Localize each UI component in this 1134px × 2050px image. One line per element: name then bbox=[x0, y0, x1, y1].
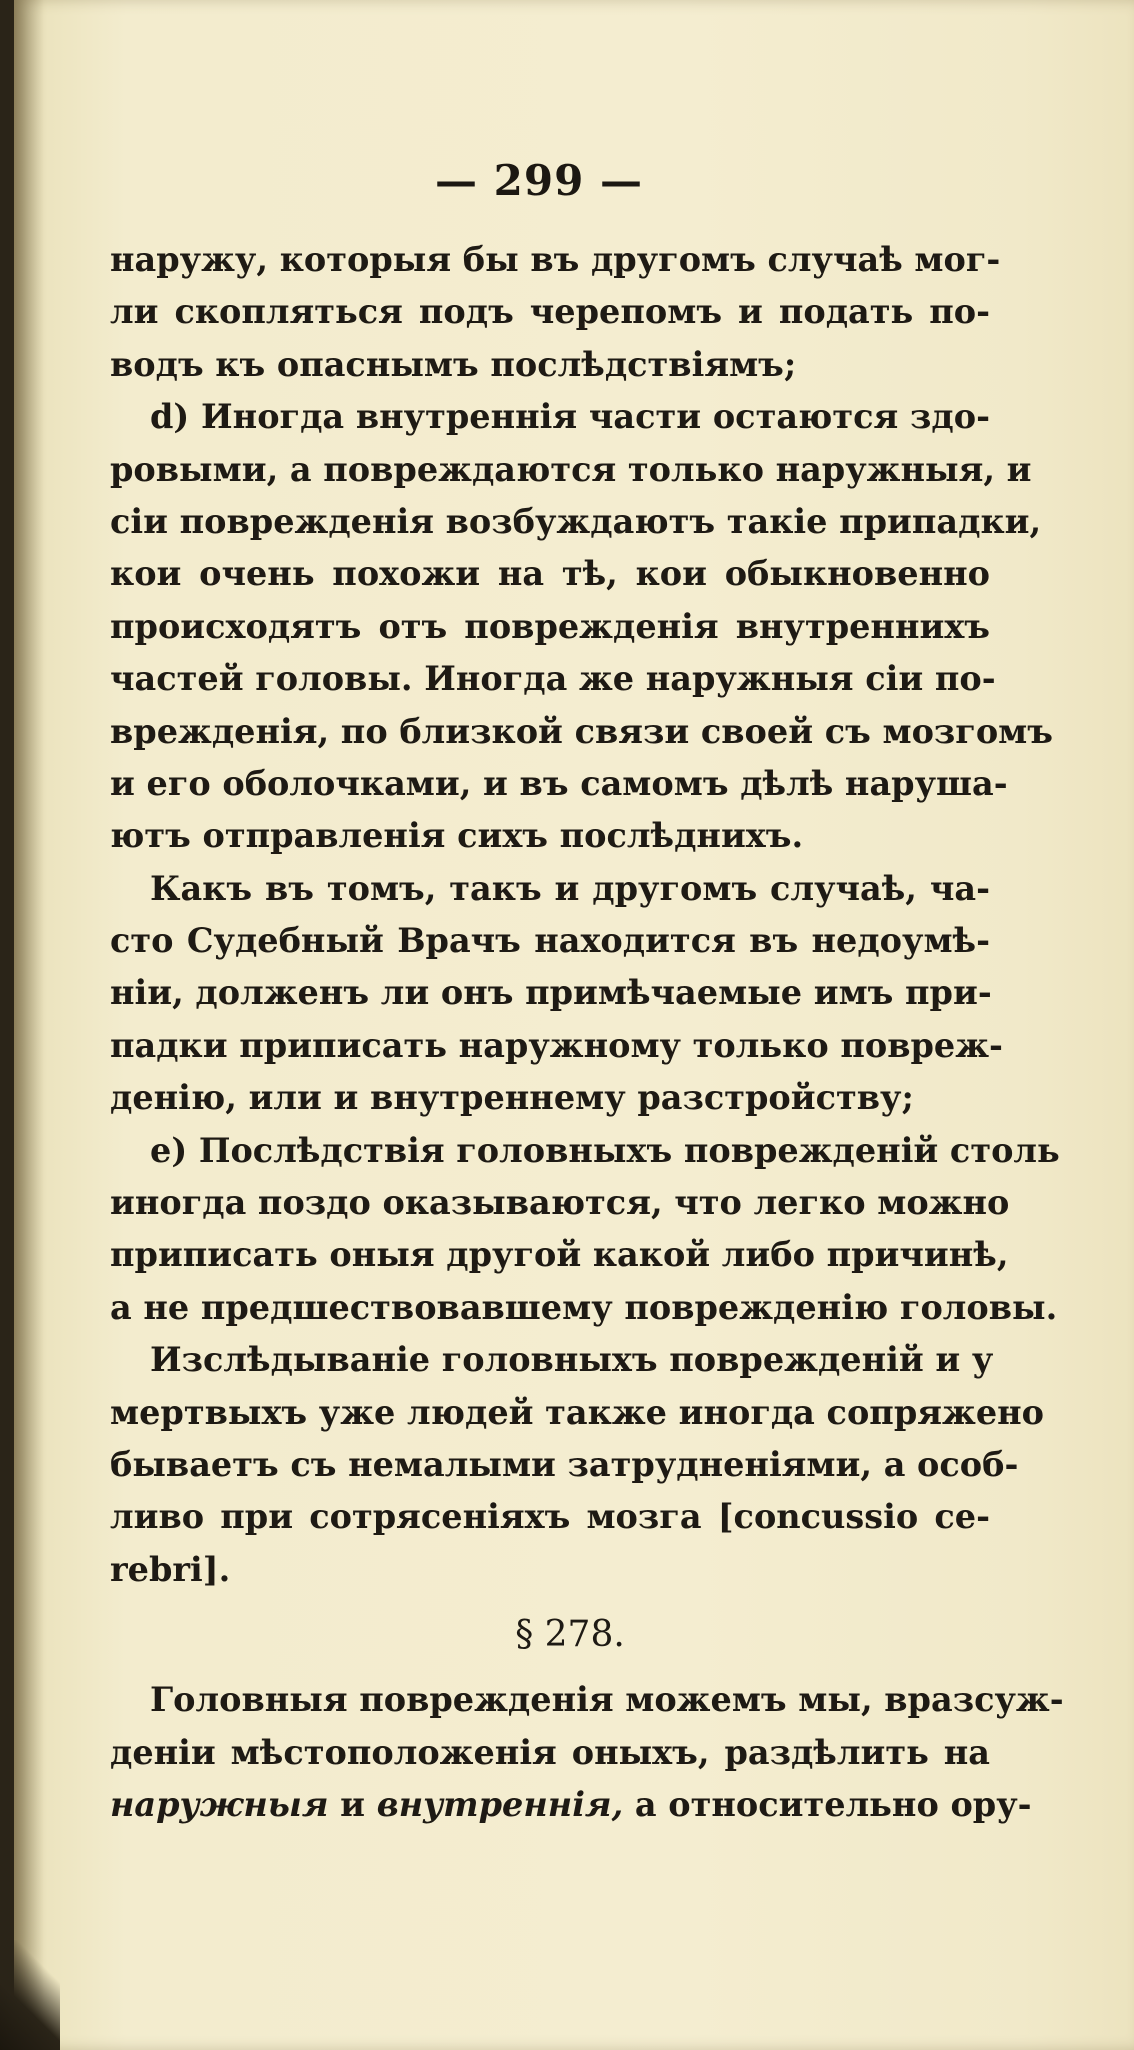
page-corner-shadow bbox=[0, 1940, 60, 2050]
text-line: e) Послѣдствія головныхъ поврежденій столь bbox=[150, 1130, 1060, 1170]
text-line: происходятъ отъ поврежденія внутреннихъ bbox=[110, 606, 990, 646]
text-line: ливо при сотрясеніяхъ мозга [concussio ce- bbox=[110, 1497, 990, 1537]
text-line: водъ къ опаснымъ послѣдствіямъ; bbox=[110, 344, 797, 384]
spine-shadow bbox=[14, 0, 44, 2050]
text-fragment: а относительно ору- bbox=[623, 1784, 1032, 1824]
text-line: Изслѣдываніе головныхъ поврежденій и у bbox=[150, 1340, 994, 1380]
text-fragment: и bbox=[328, 1784, 377, 1824]
text-line: сто Судебный Врачъ находится въ недоумѣ- bbox=[110, 921, 990, 961]
text-line: rebri]. bbox=[110, 1549, 231, 1589]
section-heading: § 278. bbox=[515, 1614, 625, 1656]
book-page bbox=[14, 0, 1134, 2050]
text-line: d) Иногда внутреннія части остаются здо- bbox=[150, 397, 990, 437]
text-line: мертвыхъ уже людей также иногда сопряжено bbox=[110, 1392, 1044, 1432]
text-line: а не предшествовавшему поврежденію головы. bbox=[110, 1287, 1058, 1327]
text-line: врежденія, по близкой связи своей съ мозгомъ bbox=[110, 711, 1053, 751]
page-number: — 299 — bbox=[435, 156, 643, 205]
italic-term-external: наружныя bbox=[110, 1784, 329, 1824]
text-line: и его оболочками, и въ самомъ дѣлѣ наруша- bbox=[110, 763, 1008, 803]
text-line: падки приписать наружному только повреж- bbox=[110, 1025, 1003, 1065]
body-text bbox=[110, 234, 1064, 1831]
text-line: деніи мѣстоположенія оныхъ, раздѣлить на bbox=[110, 1732, 990, 1772]
text-line: сіи поврежденія возбуждаютъ такіе припадки, bbox=[110, 501, 1042, 541]
text-line: Какъ въ томъ, такъ и другомъ случаѣ, ча- bbox=[150, 868, 990, 908]
text-line: кои очень похожи на тѣ, кои обыкновенно bbox=[110, 554, 990, 594]
text-line bbox=[110, 1779, 1032, 1831]
text-line: ли скопляться подъ черепомъ и подать по- bbox=[110, 292, 990, 332]
text-line: ровыми, а повреждаются только наружныя, и bbox=[110, 449, 1032, 489]
text-line: бываетъ съ немалыми затрудненіями, а особ- bbox=[110, 1444, 1019, 1484]
text-line: денію, или и внутреннему разстройству; bbox=[110, 1078, 914, 1118]
text-line: Головныя поврежденія можемъ мы, вразсуж- bbox=[150, 1680, 1064, 1720]
text-line: приписать оныя другой какой либо причинѣ, bbox=[110, 1235, 1009, 1275]
text-line: частей головы. Иногда же наружныя сіи по- bbox=[110, 659, 996, 699]
text-line: ютъ отправленія сихъ послѣднихъ. bbox=[110, 816, 804, 856]
text-line: ніи, долженъ ли онъ примѣчаемые имъ при- bbox=[110, 973, 992, 1013]
text-line: наружу, которыя бы въ другомъ случаѣ мог- bbox=[110, 240, 1001, 279]
text-line: иногда поздо оказываются, что легко можно bbox=[110, 1183, 1010, 1223]
italic-term-internal: внутреннія, bbox=[376, 1784, 624, 1824]
